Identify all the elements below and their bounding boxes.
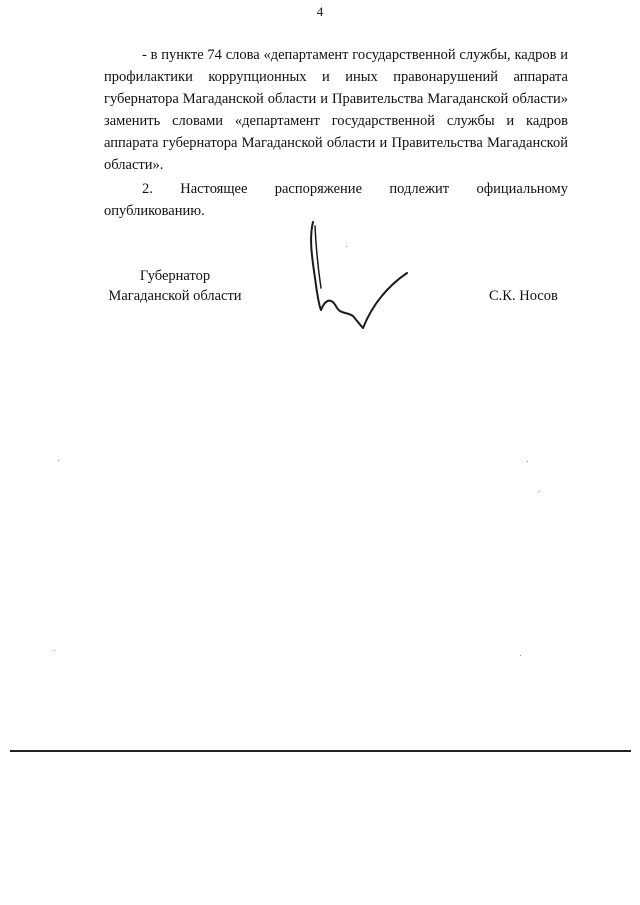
scan-speck	[346, 246, 347, 247]
word-2: распоряжение	[274, 181, 363, 197]
page-number: 4	[316, 4, 324, 19]
paragraph-number: 2.	[142, 181, 153, 197]
publication-paragraph-first-line	[104, 178, 568, 200]
signatory-name: С.К. Носов	[489, 288, 558, 304]
scan-speck	[58, 460, 59, 461]
word-4: официальному	[476, 181, 568, 197]
scan-speck	[527, 461, 528, 462]
publication-paragraph-continuation: опубликованию.	[104, 203, 205, 219]
signatory-title-line1: Губернатор	[139, 268, 211, 284]
signatory-title	[104, 266, 246, 306]
scan-speck	[539, 491, 540, 492]
publication-paragraph	[104, 178, 568, 222]
word-1: Настоящее	[180, 181, 248, 197]
handwritten-signature	[303, 218, 413, 338]
scan-speck	[54, 650, 55, 651]
scan-speck	[520, 655, 521, 656]
amendment-paragraph: - в пункте 74 слова «департамент государственной службы, кадров и профилактики коррупционных и иных правонарушений аппарата губернатора Магаданской области и Правительства Магаданской области» заменить словами «департамент государственной службы и кадров аппарата губернатора Магаданской области и Правительства Магаданской области».	[104, 47, 568, 173]
footer-rule	[10, 750, 631, 752]
word-3: подлежит	[389, 181, 450, 197]
signatory-title-line2: Магаданской области	[108, 288, 242, 304]
